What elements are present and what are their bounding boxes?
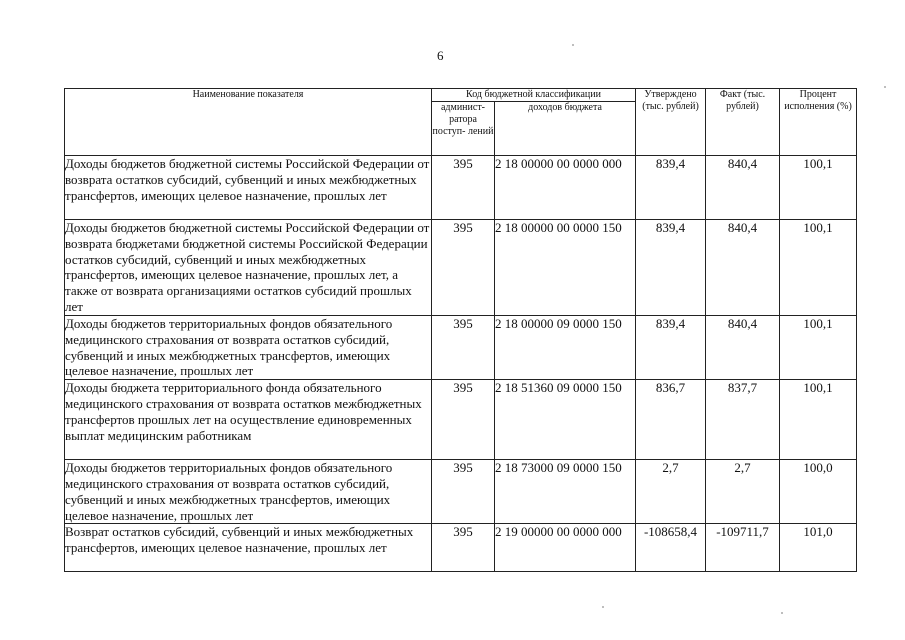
row-approved: 839,4 [636,220,706,316]
header-percent: Процент исполнения (%) [780,89,857,156]
row-percent: 101,0 [780,524,857,572]
scan-speck [602,606,604,608]
row-name: Доходы бюджета территориального фонда обязательного медицинского страхования от возврата остатков межбюджетных трансфертов прошлых лет на осуществление единовременных выплат медицинским работникам [65,380,432,460]
row-admin: 395 [432,220,495,316]
row-name: Доходы бюджетов бюджетной системы Российской Федерации от возврата остатков субсидий, субвенций и иных межбюджетных трансфертов, имеющих целевое назначение, прошлых лет [65,156,432,220]
row-code: 2 18 73000 09 0000 150 [495,460,636,524]
row-approved: -108658,4 [636,524,706,572]
row-approved: 836,7 [636,380,706,460]
row-approved: 839,4 [636,316,706,380]
row-admin: 395 [432,156,495,220]
table-row [65,460,857,524]
row-name: Доходы бюджетов территориальных фондов обязательного медицинского страхования от возврата остатков субсидий, субвенций и иных межбюджетных трансфертов, имеющих целевое назначение, прошлых лет [65,460,432,524]
row-approved: 839,4 [636,156,706,220]
row-code: 2 19 00000 00 0000 000 [495,524,636,572]
budget-report-table [64,88,857,572]
row-name: Доходы бюджетов бюджетной системы Российской Федерации от возврата бюджетами бюджетной системы Российской Федерации остатков субсидий, субвенций и иных межбюджетных трансфертов, имеющих целевое назначение, прошлых лет, а также от возврата организациями остатков субсидий прошлых лет [65,220,432,316]
row-name: Доходы бюджетов территориальных фондов обязательного медицинского страхования от возврата остатков субсидий, субвенций и иных межбюджетных трансфертов, имеющих целевое назначение, прошлых лет [65,316,432,380]
table-row [65,220,857,316]
row-fact: 2,7 [706,460,780,524]
table-row [65,524,857,572]
header-income: доходов бюджета [495,102,636,156]
header-fact: Факт (тыс. рублей) [706,89,780,156]
row-percent: 100,1 [780,380,857,460]
row-code: 2 18 00000 00 0000 150 [495,220,636,316]
row-admin: 395 [432,316,495,380]
row-name: Возврат остатков субсидий, субвенций и иных межбюджетных трансфертов, имеющих целевое назначение, прошлых лет [65,524,432,572]
row-percent: 100,1 [780,156,857,220]
row-code: 2 18 00000 09 0000 150 [495,316,636,380]
header-code-group: Код бюджетной классификации [432,89,636,102]
row-approved: 2,7 [636,460,706,524]
scan-speck [572,44,574,46]
row-percent: 100,0 [780,460,857,524]
page-number: 6 [437,48,444,63]
row-percent: 100,1 [780,220,857,316]
table-row [65,316,857,380]
row-fact: -109711,7 [706,524,780,572]
row-code: 2 18 51360 09 0000 150 [495,380,636,460]
row-percent: 100,1 [780,316,857,380]
row-admin: 395 [432,460,495,524]
scan-speck [884,86,886,88]
row-fact: 840,4 [706,316,780,380]
header-name: Наименование показателя [65,89,432,156]
header-approved: Утверждено (тыс. рублей) [636,89,706,156]
row-admin: 395 [432,380,495,460]
row-fact: 840,4 [706,220,780,316]
table-row [65,156,857,220]
table-row [65,380,857,460]
row-fact: 840,4 [706,156,780,220]
row-fact: 837,7 [706,380,780,460]
scan-speck [781,612,783,614]
row-code: 2 18 00000 00 0000 000 [495,156,636,220]
header-admin: админист- ратора поступ- лений [432,102,495,156]
row-admin: 395 [432,524,495,572]
